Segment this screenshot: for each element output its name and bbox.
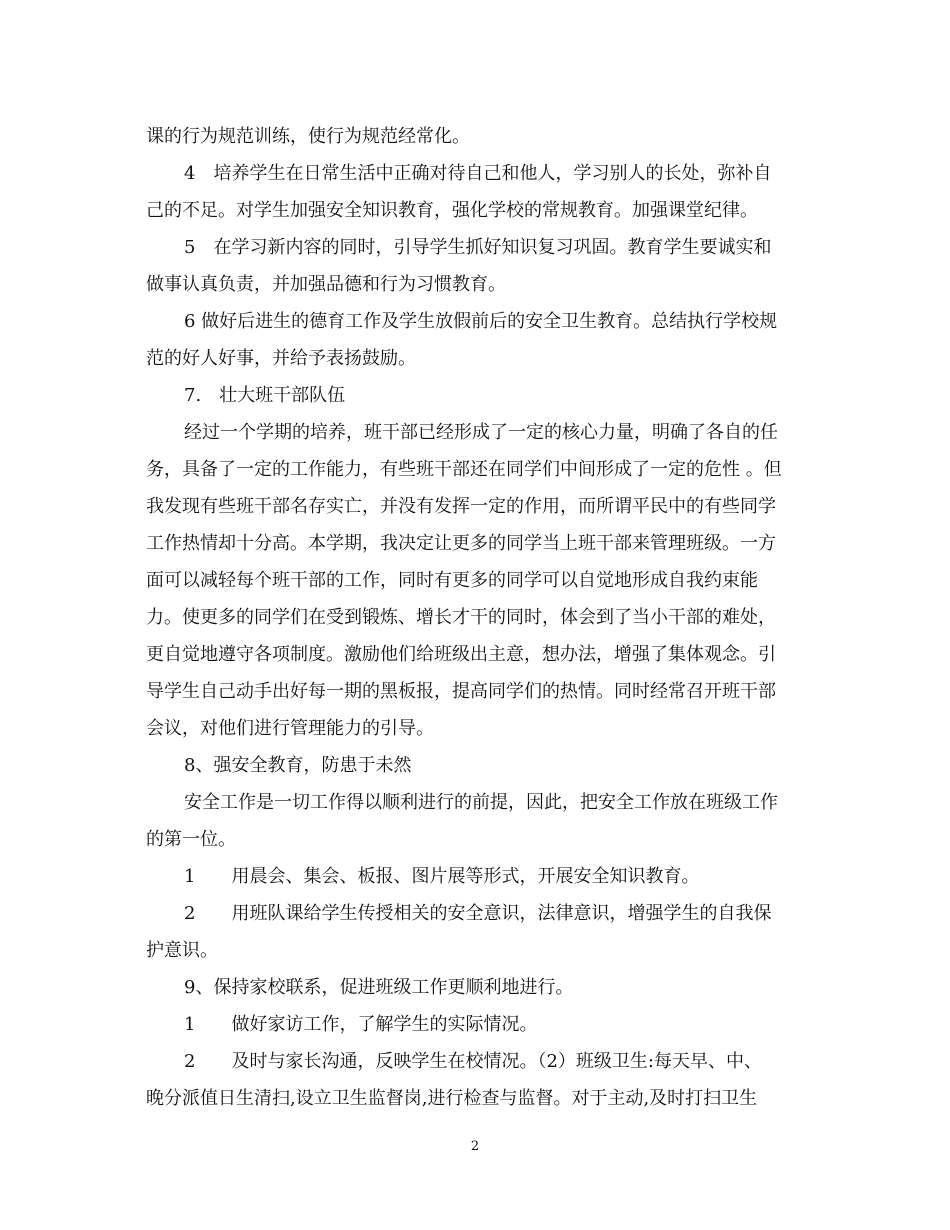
paragraph [146, 229, 806, 303]
text-line: 力。使更多的同学们在受到锻炼、增长才干的同时，体会到了当小干部的难处， [146, 607, 776, 628]
text-line: 务，具备了一定的工作能力，有些班干部还在同学们中间形成了一定的危性 。但 [146, 459, 782, 480]
paragraph [146, 414, 806, 747]
paragraph [146, 303, 806, 377]
list-item [146, 1043, 806, 1117]
text-line: 的第一位。 [146, 829, 236, 850]
text-line: 2 及时与家长沟通，反映学生在校情况。（2）班级卫生:每天早、中、 [184, 1051, 762, 1072]
text-line: 会议，对他们进行管理能力的引导。 [146, 718, 434, 739]
text-line: 导学生自己动手出好每一期的黑板报，提高同学们的热情。同时经常召开班干部 [146, 681, 776, 702]
document-body [146, 118, 806, 1117]
text-line: 9、保持家校联系，促进班级工作更顺利地进行。 [184, 977, 574, 998]
text-line: 晚分派值日生清扫,设立卫生监督岗,进行检查与监督。对于主动,及时打扫卫生 [146, 1088, 758, 1109]
text-line: 1 做好家访工作，了解学生的实际情况。 [184, 1014, 538, 1035]
paragraph [146, 155, 806, 229]
paragraph [146, 118, 806, 155]
text-line: 护意识。 [146, 940, 218, 961]
section-heading [146, 969, 806, 1006]
text-line: 做事认真负责，并加强品德和行为习惯教育。 [146, 274, 506, 295]
paragraph [146, 784, 806, 858]
text-line: 4 培养学生在日常生活中正确对待自己和他人，学习别人的长处，弥补自 [184, 163, 772, 184]
list-item [146, 895, 806, 969]
text-line: 1 用晨会、集会、板报、图片展等形式，开展安全知识教育。 [184, 866, 700, 887]
section-heading [146, 747, 806, 784]
text-line: 2 用班队课给学生传授相关的安全意识，法律意识，增强学生的自我保 [184, 903, 772, 924]
text-line: 范的好人好事，并给予表扬鼓励。 [146, 348, 416, 369]
list-item [146, 858, 806, 895]
text-line: 课的行为规范训练，使行为规范经常化。 [146, 126, 470, 147]
text-line: 经过一个学期的培养，班干部已经形成了一定的核心力量，明确了各自的任 [184, 422, 778, 443]
text-line: 8、强安全教育，防患于未然 [184, 755, 412, 776]
text-line: 更自觉地遵守各项制度。激励他们给班级出主意，想办法，增强了集体观念。引 [146, 644, 776, 665]
text-line: 安全工作是一切工作得以顺利进行的前提，因此，把安全工作放在班级工作 [184, 792, 778, 813]
list-item [146, 1006, 806, 1043]
text-line: 6 做好后进生的德育工作及学生放假前后的安全卫生教育。总结执行学校规 [184, 311, 778, 332]
text-line: 我发现有些班干部名存实亡，并没有发挥一定的作用，而所谓平民中的有些同学 [146, 496, 776, 517]
page-number: 2 [470, 1139, 480, 1154]
text-line: 工作热情却十分高。本学期，我决定让更多的同学当上班干部来管理班级。一方 [146, 533, 776, 554]
text-line: 己的不足。对学生加强安全知识教育，强化学校的常规教育。加强课堂纪律。 [146, 200, 758, 221]
text-line: 7. 壮大班干部队伍 [184, 385, 346, 406]
text-line: 5 在学习新内容的同时，引导学生抓好知识复习巩固。教育学生要诚实和 [184, 237, 772, 258]
text-line: 面可以减轻每个班干部的工作，同时有更多的同学可以自觉地形成自我约束能 [146, 570, 758, 591]
section-heading [146, 377, 806, 414]
